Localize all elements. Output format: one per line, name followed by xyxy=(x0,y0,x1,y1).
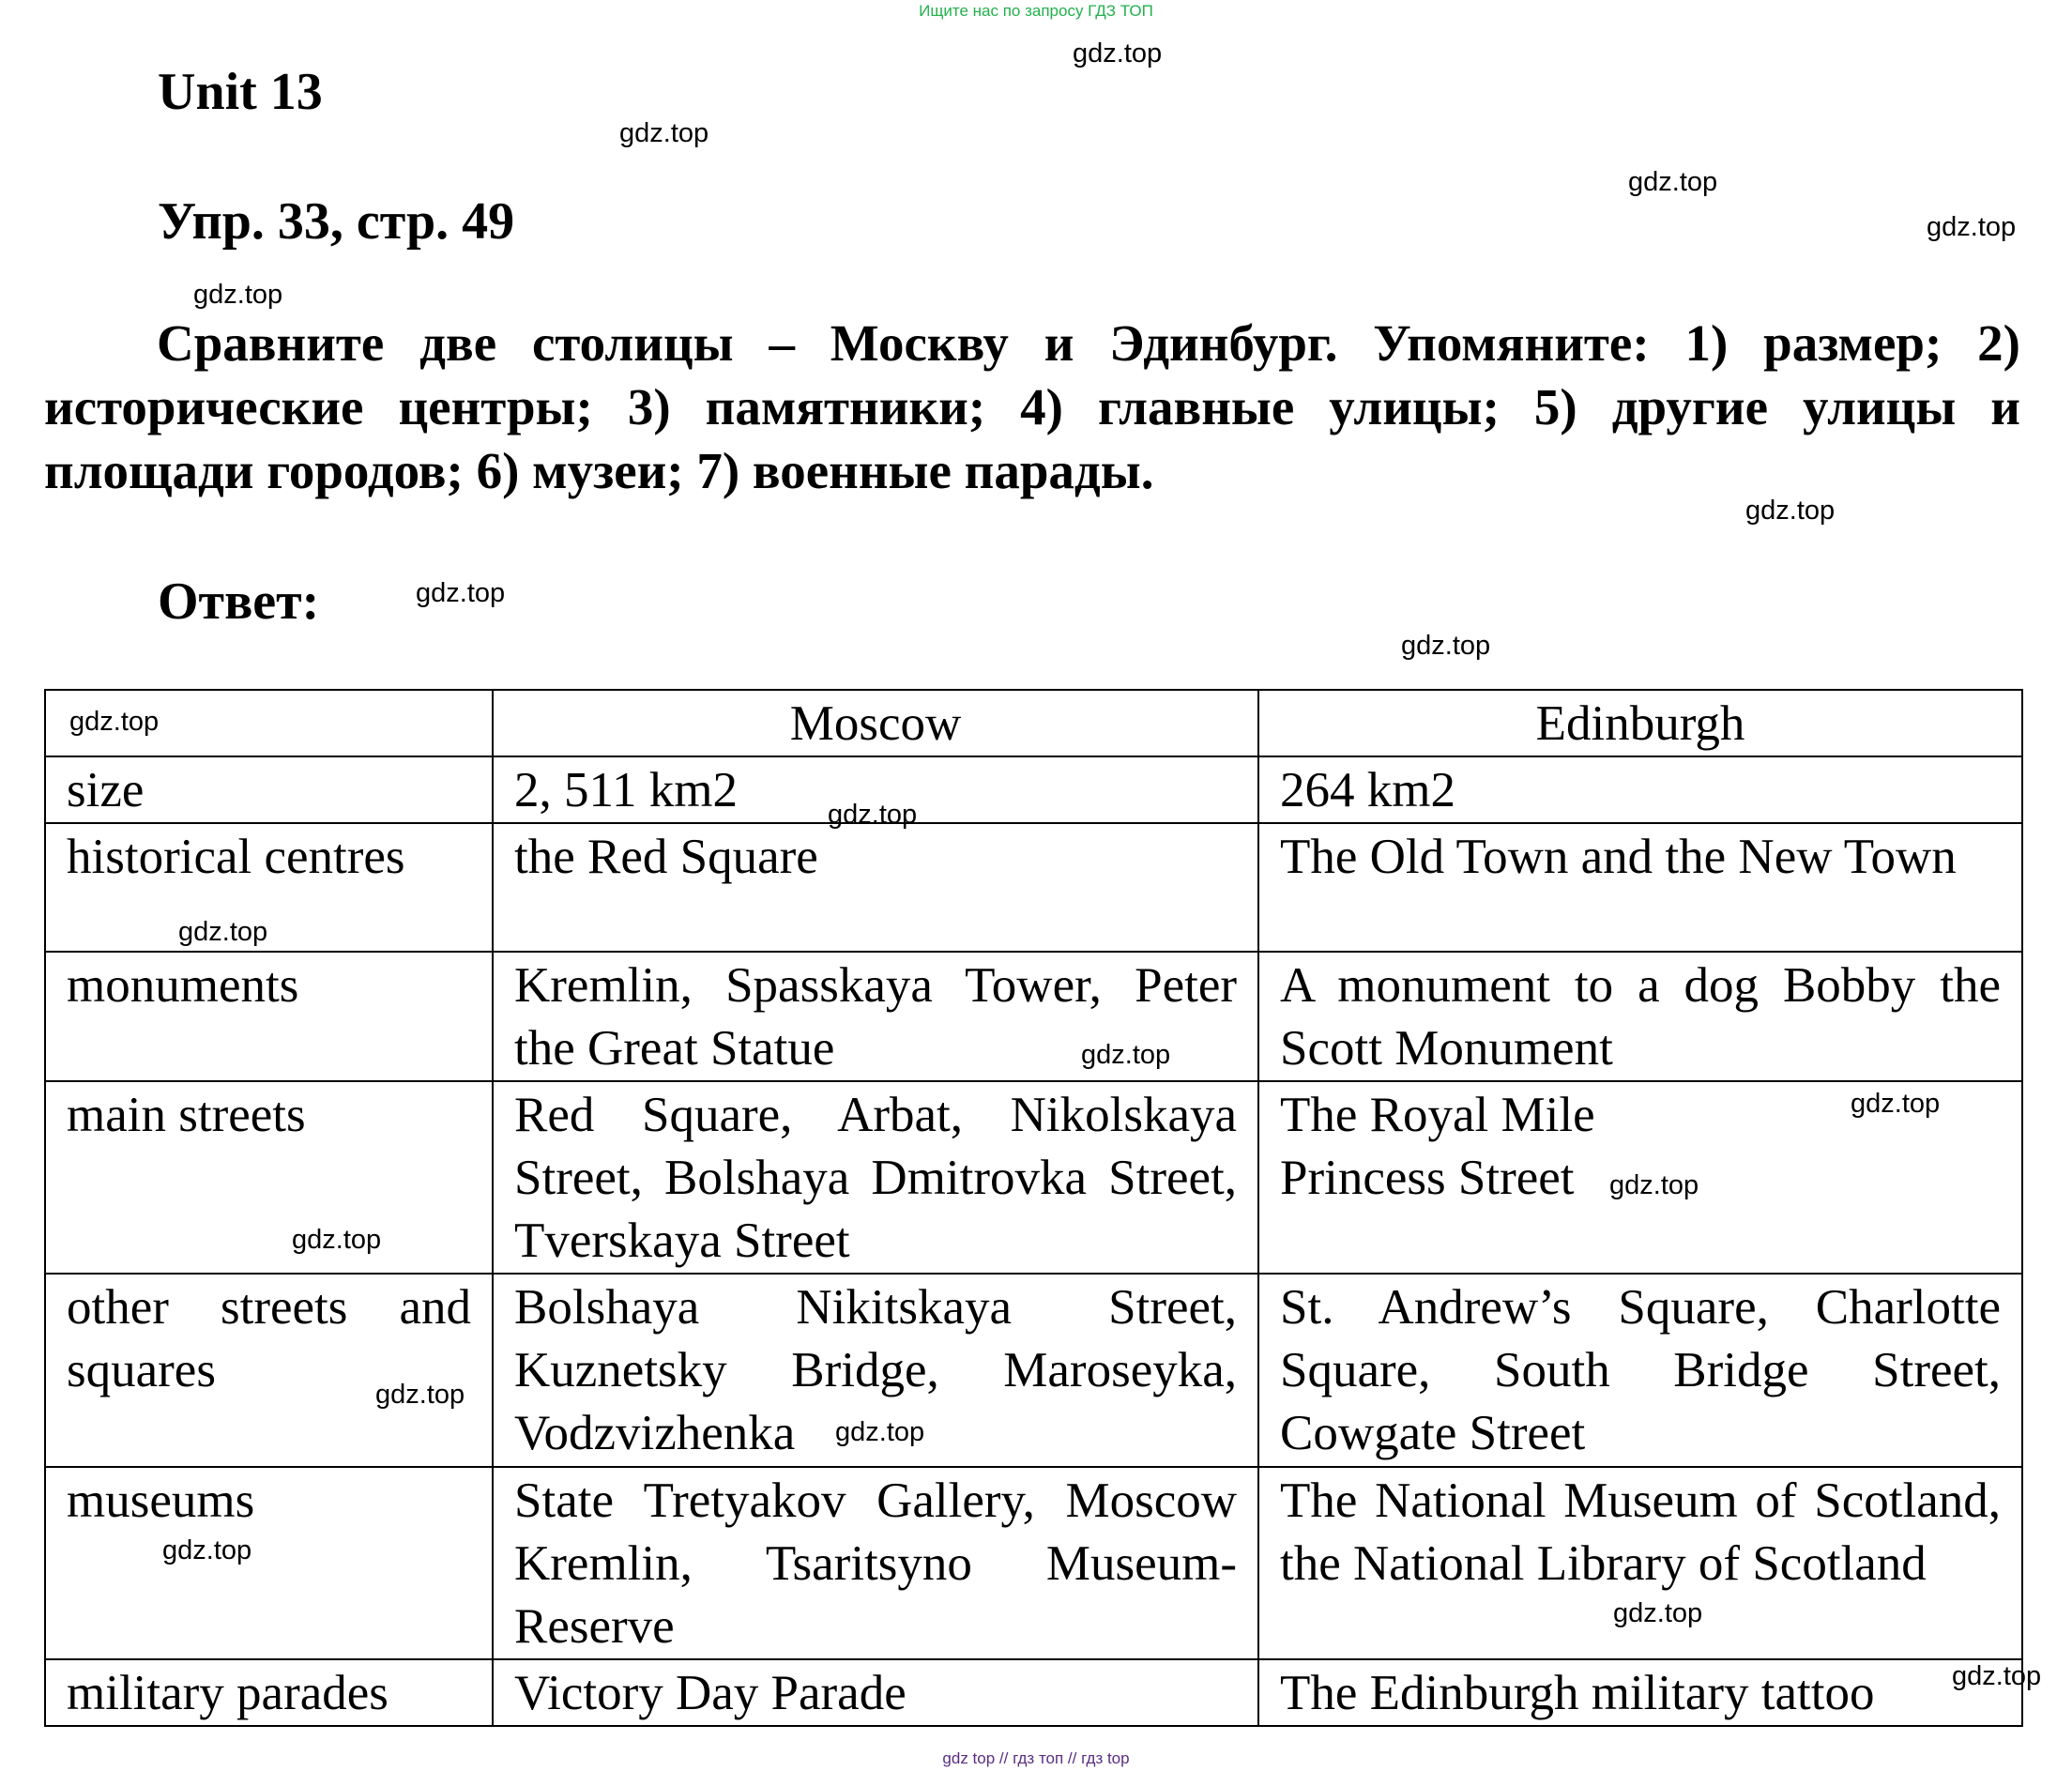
row-topic: size xyxy=(45,756,493,823)
row-topic: monuments xyxy=(45,952,493,1081)
table-row xyxy=(45,952,2022,1081)
watermark: gdz.top xyxy=(178,917,268,947)
watermark: gdz.top xyxy=(1401,631,1491,661)
table-row xyxy=(45,1659,2022,1726)
moscow-cell: the Red Square xyxy=(493,823,1258,952)
exercise-title: Упр. 33, стр. 49 xyxy=(158,192,515,251)
watermark: gdz.top xyxy=(1927,212,2017,242)
table-row xyxy=(45,1274,2022,1467)
search-banner: Ищите нас по запросу ГДЗ ТОП xyxy=(919,2,1153,20)
watermark: gdz.top xyxy=(1952,1661,2042,1691)
table-header-row xyxy=(45,690,2022,756)
row-topic: other streets and squares xyxy=(45,1274,493,1467)
watermark: gdz.top xyxy=(835,1417,925,1447)
watermark: gdz.top xyxy=(1073,38,1163,69)
watermark: gdz.top xyxy=(1851,1089,1941,1119)
watermark: gdz.top xyxy=(1628,167,1718,197)
watermark: gdz.top xyxy=(828,800,918,830)
watermark: gdz.top xyxy=(1745,496,1836,526)
watermark: gdz.top xyxy=(375,1380,465,1410)
moscow-cell: Red Square, Arbat, Nikolskaya Street, Bolshaya Dmitrovka Street, Tverskaya Street xyxy=(493,1081,1258,1274)
footer-links: gdz top // гдз топ // гдз top xyxy=(942,1749,1130,1767)
edinburgh-cell: St. Andrew’s Square, Charlotte Square, South Bridge Street, Cowgate Street xyxy=(1258,1274,2022,1467)
moscow-cell: State Tretyakov Gallery, Moscow Kremlin, Tsaritsyno Museum-Reserve xyxy=(493,1467,1258,1659)
edinburgh-cell: The Old Town and the New Town xyxy=(1258,823,2022,952)
table-row xyxy=(45,756,2022,823)
header-cell-moscow: Moscow xyxy=(493,690,1258,756)
comparison-table xyxy=(44,689,2023,1727)
watermark: gdz.top xyxy=(193,280,283,310)
row-topic: historical centres xyxy=(45,823,493,952)
watermark: gdz.top xyxy=(292,1225,382,1255)
edinburgh-cell: The Edinburgh military tattoo xyxy=(1258,1659,2022,1726)
table-row xyxy=(45,823,2022,952)
edinburgh-cell: A monument to a dog Bobby the Scott Monument xyxy=(1258,952,2022,1081)
watermark: gdz.top xyxy=(162,1535,252,1565)
watermark: gdz.top xyxy=(1081,1040,1171,1070)
moscow-cell: 2, 511 km2 xyxy=(493,756,1258,823)
row-topic: museums xyxy=(45,1467,493,1659)
edinburgh-cell: The National Museum of Scotland, the National Library of Scotland xyxy=(1258,1467,2022,1659)
answer-label: Ответ: xyxy=(158,573,320,631)
row-topic: main streets xyxy=(45,1081,493,1274)
task-text: Сравните две столицы – Москву и Эдинбург. Упомяните: 1) размер; 2) исторические центры; 3) памятники; 4) главные улицы; 5) другие улицы и площади городов; 6) музеи; 7) военные парады. xyxy=(44,314,2020,499)
header-cell-edinburgh: Edinburgh xyxy=(1258,690,2022,756)
watermark: gdz.top xyxy=(1613,1598,1703,1628)
unit-title: Unit 13 xyxy=(158,63,323,121)
moscow-cell: Bolshaya Nikitskaya Street, Kuznetsky Bridge, Maroseyka, Vodzvizhenka xyxy=(493,1274,1258,1467)
watermark: gdz.top xyxy=(69,707,160,737)
edinburgh-line: Princess Street xyxy=(1280,1151,1575,1205)
moscow-cell: Victory Day Parade xyxy=(493,1659,1258,1726)
watermark: gdz.top xyxy=(416,578,506,608)
table-row xyxy=(45,1467,2022,1659)
edinburgh-line: The Royal Mile xyxy=(1280,1088,1595,1142)
watermark: gdz.top xyxy=(1609,1170,1699,1200)
watermark: gdz.top xyxy=(619,118,709,148)
row-topic: military parades xyxy=(45,1659,493,1726)
moscow-cell: Kremlin, Spasskaya Tower, Peter the Great Statue xyxy=(493,952,1258,1081)
edinburgh-cell: 264 km2 xyxy=(1258,756,2022,823)
